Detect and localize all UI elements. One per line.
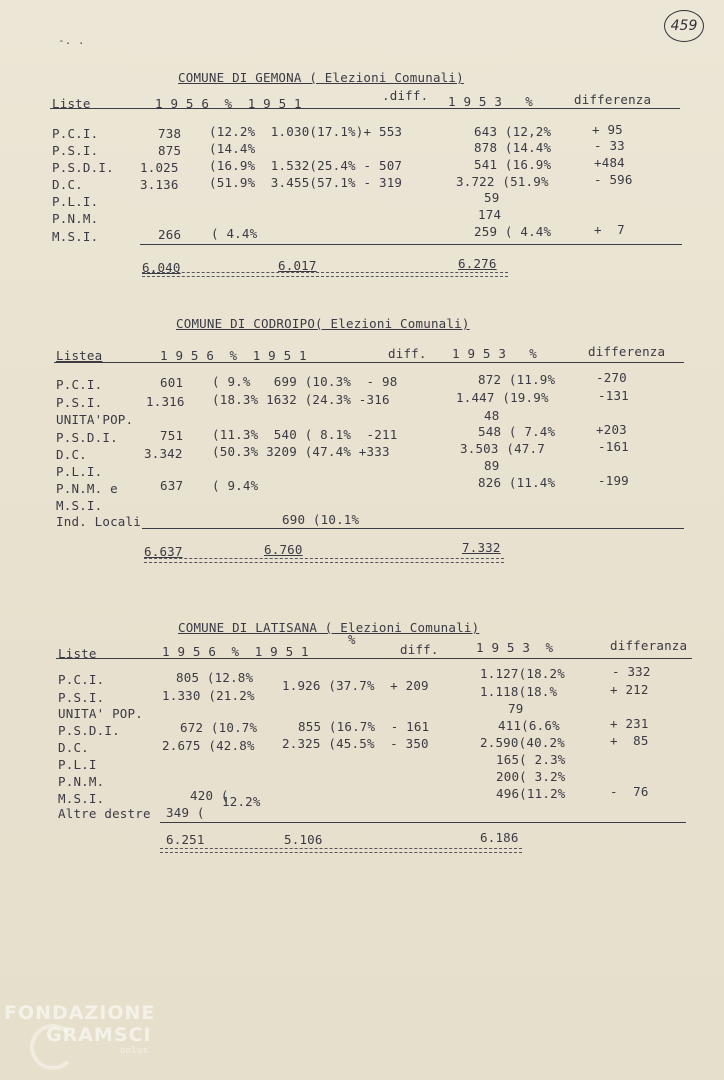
votes-1951-diff: ( 9.% 699 (10.3% - 98 (212, 374, 398, 389)
total-double-rule (160, 848, 522, 853)
party-name: D.C. (52, 177, 83, 192)
difference: -270 (596, 370, 627, 385)
total-1951: 6.760 (264, 542, 303, 557)
handwritten-mark: -. . (58, 34, 85, 47)
votes-1953: 826 (11.4% (478, 475, 556, 490)
difference: - 596 (594, 172, 633, 187)
party-name: P.N.M. e (56, 481, 118, 496)
party-name: P.N.M. (58, 774, 105, 789)
votes-1953: 3.503 (47.7 (460, 441, 545, 456)
header-1953: 1 9 5 3 % (448, 94, 533, 109)
votes-1951-diff: (51.9% 3.455(57.1% - 319 (209, 175, 403, 190)
votes-1953: 541 (16.9% (474, 157, 552, 172)
votes-1956: 349 ( (166, 805, 205, 820)
votes-1953: 1.127(18.2% (480, 666, 565, 681)
party-name: P.S.I. (58, 690, 105, 705)
votes-1956: 1.316 (146, 394, 185, 409)
msi-altre-pct: 12.2% (222, 794, 261, 809)
votes-1951-diff: (18.3% 1632 (24.3% -316 (212, 392, 390, 407)
party-name: P.C.I. (56, 377, 103, 392)
total-1953: 7.332 (462, 540, 501, 555)
votes-1951-diff: (50.3% 3209 (47.4% +333 (212, 444, 390, 459)
section-title: COMUNE DI LATISANA ( Elezioni Comunali) (178, 620, 480, 635)
party-name: P.N.M. (52, 211, 99, 226)
party-name: P.L.I. (52, 194, 99, 209)
total-1956: 6.251 (166, 832, 205, 847)
header-rule (56, 658, 692, 659)
difference: -131 (598, 388, 629, 403)
header-diff: diff. (388, 346, 427, 361)
header-diff: .diff. (382, 88, 429, 103)
total-1951: 6.017 (278, 258, 317, 273)
votes-1953: 89 (484, 458, 500, 473)
votes-1953: 496(11.2% (496, 786, 566, 801)
votes-1951-diff: 855 (16.7% - 161 (298, 719, 430, 734)
party-name: M.S.I. (58, 791, 105, 806)
header-years: 1 9 5 6 % 1 9 5 1 (162, 644, 309, 659)
difference: + 85 (610, 733, 649, 748)
votes-1951-diff: ( 9.4% (212, 478, 259, 493)
party-name: M.S.I. (52, 229, 99, 244)
party-name: M.S.I. (56, 498, 103, 513)
votes-1956: 805 (12.8% (176, 670, 254, 685)
votes-1951-diff: (12.2% 1.030(17.1%)+ 553 (209, 124, 403, 139)
party-name: UNITA'POP. (56, 412, 134, 427)
votes-1953: 59 (484, 190, 500, 205)
votes-1956: 672 (10.7% (180, 720, 258, 735)
votes-1953: 1.447 (19.9% (456, 390, 549, 405)
votes-1953: 872 (11.9% (478, 372, 556, 387)
watermark-small: onlus (120, 1046, 149, 1056)
difference: + 231 (610, 716, 649, 731)
votes-1956: 266 (158, 227, 182, 242)
votes-1956: 751 (160, 428, 184, 443)
party-name: P.L.I. (56, 464, 103, 479)
party-name: P.S.I. (56, 395, 103, 410)
votes-1956: 3.136 (140, 177, 179, 192)
header-years: 1 9 5 6 % 1 9 5 1 (160, 348, 307, 363)
votes-1953: 643 (12,2% (474, 124, 552, 139)
votes-1953: 259 ( 4.4% (474, 224, 552, 239)
difference: - 33 (594, 138, 625, 153)
votes-1956: 2.675 (42.8% (162, 738, 255, 753)
party-name: Altre destre (58, 806, 151, 821)
total-rule (142, 528, 684, 529)
votes-1953: 200( 3.2% (496, 769, 566, 784)
votes-1953: 79 (508, 701, 524, 716)
votes-1951-diff: (16.9% 1.532(25.4% - 507 (209, 158, 403, 173)
votes-1956: 1.025 (140, 160, 179, 175)
header-years: 1 9 5 6 % 1 9 5 1 (155, 96, 302, 111)
total-rule (160, 822, 686, 823)
votes-1953: 878 (14.4% (474, 140, 552, 155)
votes-1956: 3.342 (144, 446, 183, 461)
party-name: Ind. Locali (56, 514, 141, 529)
party-name: D.C. (56, 447, 87, 462)
party-name: P.S.D.I. (58, 723, 120, 738)
difference: - 332 (612, 664, 651, 679)
header-rule (50, 108, 680, 109)
header-differenza: differenza (588, 344, 666, 359)
difference: + 212 (610, 682, 649, 697)
header-rule (54, 362, 684, 363)
votes-1953: 1.118(18.% (480, 684, 558, 699)
difference: + 95 (592, 122, 623, 137)
party-name: P.L.I (58, 757, 97, 772)
votes-1953: 2.590(40.2% (480, 735, 565, 750)
header-diff: diff. (400, 642, 439, 657)
header-liste: Liste (58, 646, 97, 661)
votes-1956: 875 (158, 143, 182, 158)
party-name: P.C.I. (52, 126, 99, 141)
header-liste: Liste (52, 96, 91, 111)
votes-1951-diff: ( 4.4% (211, 226, 258, 241)
total-rule (140, 244, 682, 245)
votes-1953: 411(6.6% (498, 718, 560, 733)
difference: -161 (598, 439, 629, 454)
header-liste: Listea (56, 348, 103, 363)
header-1953: 1 9 5 3 % (476, 640, 554, 655)
total-double-rule (142, 272, 508, 277)
section-title: COMUNE DI CODROIPO( Elezioni Comunali) (176, 316, 470, 331)
votes-1953: 165( 2.3% (496, 752, 566, 767)
header-differenza: differenza (574, 92, 652, 107)
votes-1951-diff: 2.325 (45.5% - 350 (282, 736, 429, 751)
difference: - 76 (610, 784, 649, 799)
votes-1956: 1.330 (21.2% (162, 688, 255, 703)
watermark-line1: FONDAZIONE (4, 1002, 156, 1024)
votes-1956: 738 (158, 126, 182, 141)
votes-1951-diff: (14.4% (209, 141, 256, 156)
total-1956: 6.040 (142, 260, 181, 275)
votes-1956: 637 (160, 478, 184, 493)
watermark-line2: GRAMSCI (46, 1024, 152, 1046)
total-double-rule (144, 558, 504, 563)
votes-1953: 548 ( 7.4% (478, 424, 556, 439)
party-name: P.S.D.I. (56, 430, 118, 445)
difference: -199 (598, 473, 629, 488)
votes-1953: 174 (478, 207, 502, 222)
difference: +203 (596, 422, 627, 437)
total-1953: 6.276 (458, 256, 497, 271)
party-name: UNITA' POP. (58, 706, 143, 721)
total-1953: 6.186 (480, 830, 519, 845)
total-1951: 5.106 (284, 832, 323, 847)
votes-1951-diff: (11.3% 540 ( 8.1% -211 (212, 427, 398, 442)
votes-1956: 420 ( (190, 788, 229, 803)
header-1953: 1 9 5 3 % (452, 346, 537, 361)
header-pct: % (348, 632, 356, 647)
difference: +484 (594, 155, 625, 170)
votes-1953: 3.722 (51.9% (456, 174, 549, 189)
votes-1953: 48 (484, 408, 500, 423)
party-name: P.S.D.I. (52, 160, 114, 175)
votes-1956: 601 (160, 375, 184, 390)
page-number: 459 (664, 10, 704, 42)
votes-1951-diff: 1.926 (37.7% + 209 (282, 678, 429, 693)
difference: + 7 (594, 222, 625, 237)
header-differenza: differanza (610, 638, 688, 653)
total-1956: 6.637 (144, 544, 183, 559)
party-name: P.S.I. (52, 143, 99, 158)
votes-1951: 690 (10.1% (282, 512, 360, 527)
section-title: COMUNE DI GEMONA ( Elezioni Comunali) (178, 70, 464, 85)
party-name: D.C. (58, 740, 89, 755)
party-name: P.C.I. (58, 672, 105, 687)
